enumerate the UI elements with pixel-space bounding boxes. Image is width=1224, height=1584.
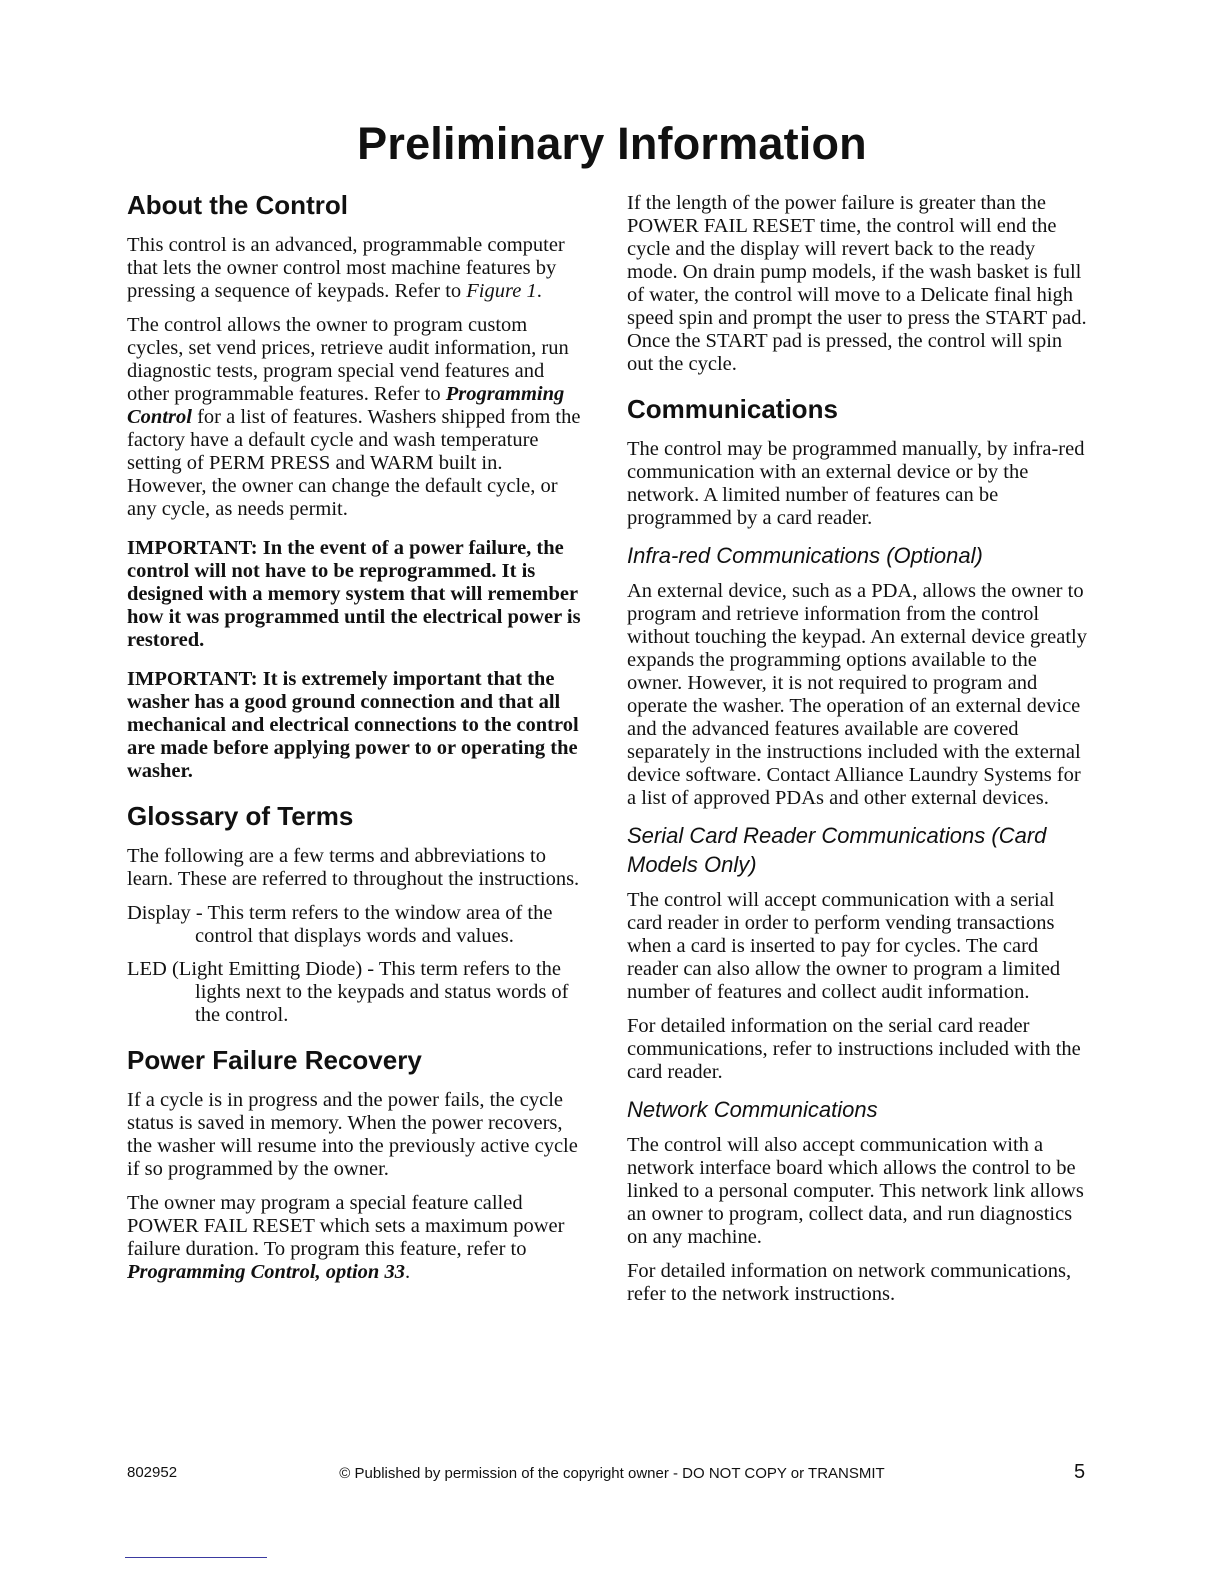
footer-page-number: 5 — [1074, 1461, 1086, 1483]
left-column — [127, 190, 587, 1295]
serial-card-reader-heading: Serial Card Reader Communications (Card Models Only) — [627, 823, 1047, 877]
important-note-1: IMPORTANT: In the event of a power failure, the control will not have to be reprogrammed. It is designed with a memory system that will remember how it was programmed until the electrical power is restored. — [127, 537, 581, 651]
power-failure-paragraph-2: The owner may program a special feature called POWER FAIL RESET which sets a maximum power failure duration. To program this feature, refer to Programming Control, option 33. — [127, 1192, 565, 1283]
about-paragraph-1: This control is an advanced, programmable computer that lets the owner control most machine features by pressing a sequence of keypads. Refer to Figure 1. — [127, 234, 565, 302]
option-33-reference: Programming Control, option 33 — [127, 1261, 405, 1283]
network-heading: Network Communications — [627, 1097, 878, 1122]
communications-heading: Communications — [627, 394, 838, 424]
serial-card-reader-paragraph-1: The control will accept communication with a serial card reader in order to perform vending transactions when a card is inserted to pay for cycles. The card reader can also allow the owner to program a limited number of features and collect audit information. — [627, 889, 1061, 1003]
footer-copyright-notice: © Published by permission of the copyright owner - DO NOT COPY or TRANSMIT — [339, 1465, 885, 1482]
network-paragraph-1: The control will also accept communication with a network interface board which allows the control to be linked to a personal computer. This network link allows an owner to program, collect data, and run diagnostics on any machine. — [627, 1134, 1084, 1248]
power-failure-heading: Power Failure Recovery — [127, 1045, 422, 1075]
important-note-2: IMPORTANT: It is extremely important that the washer has a good ground connection and that all mechanical and electrical connections to the control are made before applying power to or operating the washer. — [127, 668, 579, 782]
network-paragraph-2: For detailed information on network communications, refer to the network instructions. — [627, 1260, 1072, 1305]
communications-paragraph: The control may be programmed manually, by infra-red communication with an external device or by the network. A limited number of features can be programmed by a card reader. — [627, 438, 1085, 529]
power-failure-paragraph-1: If a cycle is in progress and the power fails, the cycle status is saved in memory. When the power recovers, the washer will resume into the previously active cycle if so programmed by the owner. — [127, 1089, 578, 1180]
right-column — [627, 192, 1089, 1317]
footer-doc-number: 802952 — [127, 1464, 178, 1481]
serial-card-reader-paragraph-2: For detailed information on the serial card reader communications, refer to instructions included with the card reader. — [627, 1015, 1081, 1083]
programming-control-reference: Programming Control — [127, 383, 565, 428]
glossary-intro: The following are a few terms and abbreviations to learn. These are referred to throughout the instructions. — [127, 845, 580, 890]
glossary-heading: Glossary of Terms — [127, 801, 354, 831]
glossary-term-led: LED (Light Emitting Diode) - This term refers to the lights next to the keypads and status words of the control. — [127, 958, 569, 1026]
infrared-heading: Infra-red Communications (Optional) — [627, 543, 983, 568]
glossary-term-display: Display - This term refers to the window area of the control that displays words and values. — [127, 902, 553, 947]
power-failure-continued: If the length of the power failure is greater than the POWER FAIL RESET time, the control will end the cycle and the display will revert back to the ready mode. On drain pump models, if the wash basket is full of water, the control will move to a Delicate final high speed spin and prompt the user to press the START pad. Once the START pad is pressed, the control will spin out the cycle. — [627, 192, 1087, 375]
bottom-divider — [125, 1557, 267, 1558]
about-paragraph-2: The control allows the owner to program custom cycles, set vend prices, retrieve audit information, run diagnostic tests, program special vend features and other programmable features. Refer to Programming Control for a list of features. Washers shipped from the factory have a default cycle and wash temperature setting of PERM PRESS and WARM built in. However, the owner can change the default cycle, or any cycle, as needs permit. — [127, 314, 581, 520]
infrared-paragraph: An external device, such as a PDA, allows the owner to program and retrieve information from the control without touching the keypad. An external device greatly expands the programming options available to the owner. However, it is not required to program and operate the washer. The operation of an external device and the advanced features available are covered separately in the instructions included with the external device software. Contact Alliance Laundry Systems for a list of approved PDAs and other external devices. — [627, 580, 1087, 809]
figure-reference: Figure 1 — [466, 280, 537, 302]
page-title: Preliminary Information — [357, 118, 867, 169]
about-heading: About the Control — [127, 190, 348, 220]
